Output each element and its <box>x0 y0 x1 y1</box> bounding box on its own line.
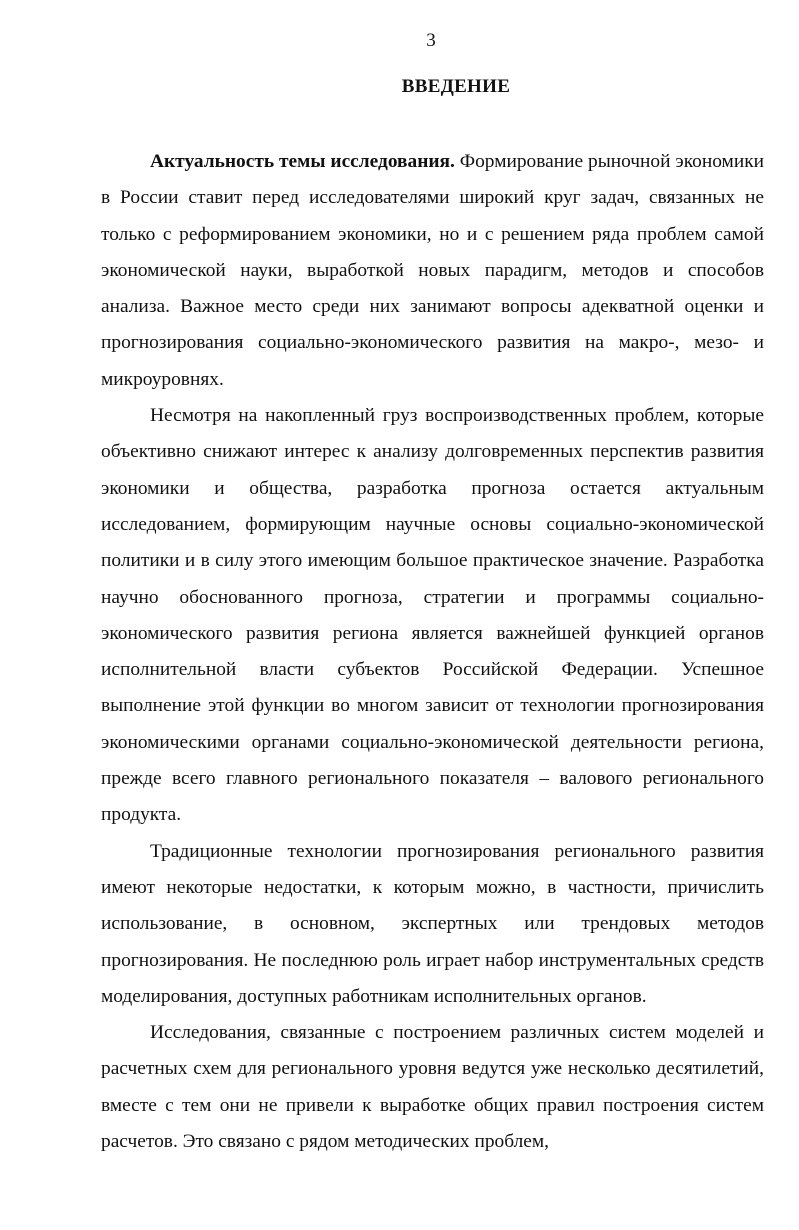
paragraph-text: Формирование рыночной экономики в России ставит перед исследователями широкий круг задач, связанных не только с реформированием экономики, но и с решением ряда проблем самой экономической науки, выработкой новых парадигм, методов и способов анализа. Важное место среди них занимают вопросы адекватной оценки и прогнозирования социально-экономического развития на макро-, мезо- и микроуровнях. <box>101 151 764 390</box>
paragraph-forecast: Несмотря на накопленный груз воспроизводственных проблем, которые объективно снижают интерес к анализу долговременных перспектив развития экономики и общества, разработка прогноза остается актуальным исследованием, формирующим научные основы социально-экономической политики и в силу этого имеющим большое практическое значение. Разработка научно обоснованного прогноза, стратегии и программы социально-экономического развития региона является важнейшей функцией органов исполнительной власти субъектов Российской Федерации. Успешное выполнение этой функции во многом зависит от технологии прогнозирования экономическими органами социально-экономической деятельности региона, прежде всего главного регионального показателя – валового регионального продукта. <box>101 405 764 826</box>
paragraph-research: Исследования, связанные с построением различных систем моделей и расчетных схем для регионального уровня ведутся уже несколько десятилетий, вместе с тем они не привели к выработке общих правил построения систем расчетов. Это связано с рядом методических проблем, <box>101 1022 764 1153</box>
paragraph-lead: Актуальность темы исследования. <box>150 151 455 172</box>
paragraph-traditional-tech: Традиционные технологии прогнозирования регионального развития имеют некоторые недостатки, к которым можно, в частности, причислить использование, в основном, экспертных или трендовых методов прогнозирования. Не последнюю роль играет набор инструментальных средств моделирования, доступных работникам исполнительных органов. <box>101 840 764 1007</box>
page-number: 3 <box>426 30 436 51</box>
page-title: ВВЕДЕНИЕ <box>401 76 511 97</box>
paragraph-relevance <box>101 144 764 398</box>
body-text <box>101 144 764 1160</box>
